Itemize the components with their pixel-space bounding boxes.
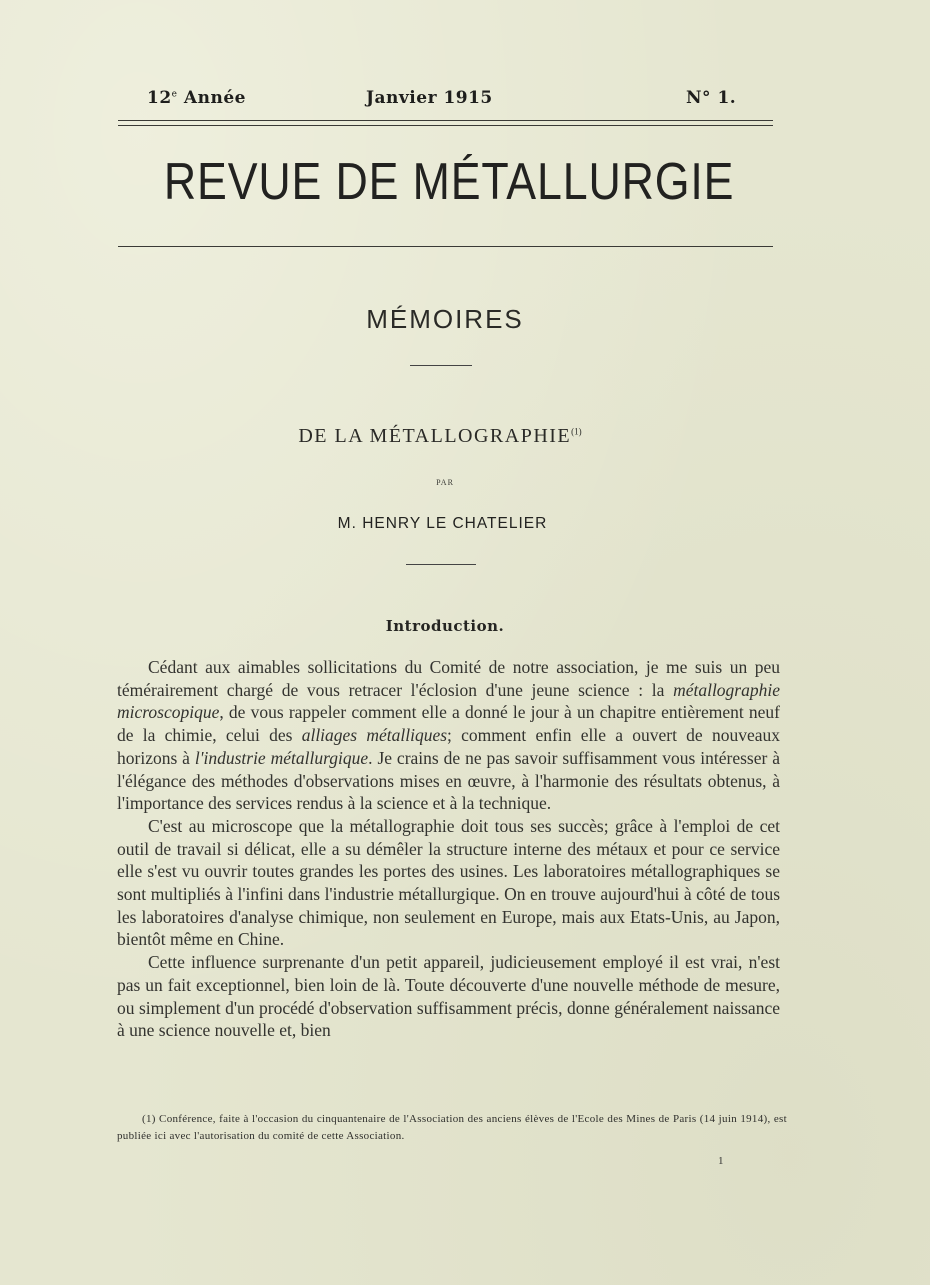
- author-name: M. HENRY LE CHATELIER: [337, 515, 548, 532]
- emphasis-metallographie: métallographie microscopique: [117, 679, 780, 723]
- author-divider: [406, 564, 476, 565]
- page-number: 1: [718, 1155, 724, 1167]
- paragraph-1: Cédant aux aimables sollicitations du Comité de notre association, je me suis un peu témérairement chargé de vous retracer l'éclosion d'une jeune science : la métallographie microscopique, de vous rappeler comment elle a donné le jour à un chapitre entièrement neuf de la chimie, celui des alliages métalliques; comment enfin elle a ouvert de nouveaux horizons à l'industrie métallurgique. Je crains de ne pas savoir suffisamment vous intéresser à l'élégance des méthodes d'observations mises en œuvre, à l'harmonie des résultats obtenus, à l'importance des services rendus à la science et à la technique.: [117, 657, 780, 814]
- article-title: DE LA MÉTALLOGRAPHIE$^{(1)}$: [298, 425, 582, 447]
- masthead-rule: [118, 246, 773, 247]
- emphasis-alliages: alliages métalliques: [301, 725, 448, 746]
- footnote: (1) Conférence, faite à l'occasion du cinquantenaire de l'Association des anciens élèves de l'Ecole des Mines de Paris (14 juin 1914), est publiée ici avec l'autorisation du comité de cette Association.: [117, 1113, 787, 1142]
- article-body: [117, 656, 780, 1042]
- paragraph-3: Cette influence surprenante d'un petit appareil, judicieusement employé il est vrai, n'est pas un fait exceptionnel, bien loin de là. Toute découverte d'une nouvelle méthode de mesure, ou simplement d'un procédé d'observation suffisamment précis, donne généralement naissance à une science nouvelle et, bien: [117, 952, 780, 1041]
- year-label: 12e Année: [147, 88, 246, 108]
- issue-number: N° 1.: [686, 88, 737, 108]
- issue-date: Janvier 1915: [366, 88, 493, 108]
- introduction-heading: Introduction.: [385, 617, 505, 635]
- emphasis-industrie: l'industrie métallurgique: [194, 747, 369, 768]
- by-label: PAR: [436, 478, 454, 487]
- paragraph-2: C'est au microscope que la métallographie doit tous ses succès; grâce à l'emploi de cet outil de travail si délicat, elle a su démêler la structure interne des métaux et pour ce service elle s'est vu ouvrir toutes grandes les portes des usines. Les laboratoires métallographiques se sont multipliés à l'infini dans l'industrie métallurgique. On en trouve aujourd'hui à côté de tous les laboratoires d'analyse chimique, non seulement en Europe, mais aux Etats-Unis, au Japon, bientôt même en Chine.: [117, 815, 780, 950]
- footnote-marker: (1): [571, 426, 582, 437]
- header-rule-top: [118, 120, 773, 121]
- journal-title: REVUE DE MÉTALLURGIE: [163, 153, 735, 211]
- header-rule-bottom: [118, 125, 773, 126]
- section-title: MÉMOIRES: [366, 304, 524, 334]
- section-divider: [410, 365, 472, 366]
